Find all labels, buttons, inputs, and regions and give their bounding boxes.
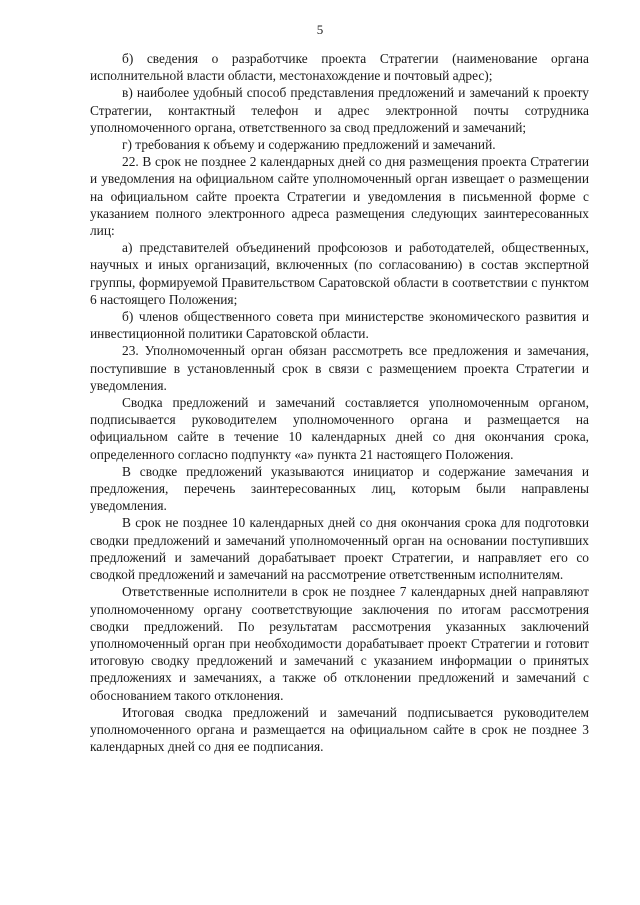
paragraph-summary-contents: В сводке предложений указываются инициатор и содержание замечания и предложения, перечень заинтересованных лиц, которым были направлены уведомления. [90, 463, 589, 514]
paragraph-clause-22-b: б) членов общественного совета при министерстве экономического развития и инвестиционной политики Саратовской области. [90, 309, 589, 342]
paragraph-executors-conclusions: Ответственные исполнители в срок не позднее 7 календарных дней направляют уполномоченному органу соответствующие заключения по итогам рассмотрения сводки предложений. По результатам рассмотрения указанных заключений уполномоченный орган при необходимости дорабатывает проект Стратегии и готовит итоговую сводку предложений и замечаний с указанием информации о принятых предложениях и замечаниях, а также об отклонении предложений и замечаний с обоснованием такого отклонения. [90, 584, 589, 703]
paragraph-clause-22: 22. В срок не позднее 2 календарных дней со дня размещения проекта Стратегии и уведомления на официальном сайте уполномоченный орган извещает о размещении на официальном сайте проекта Стратегии и уведомления в письменной форме с указанием полного электронного адреса размещения следующих заинтересованных лиц: [90, 154, 589, 239]
page-number: 5 [316, 22, 324, 37]
paragraph-summary-compilation: Сводка предложений и замечаний составляется уполномоченным органом, подписывается руководителем уполномоченного органа и размещается на официальном сайте в течение 10 календарных дней со дня окончания срока, определенного согласно подпункту «а» пункта 21 настоящего Положения. [90, 395, 589, 462]
document-body [90, 50, 589, 755]
paragraph-clause-23: 23. Уполномоченный орган обязан рассмотреть все предложения и замечания, поступившие в установленный срок в связи с размещением проекта Стратегии и уведомления. [90, 343, 589, 393]
paragraph-final-summary: Итоговая сводка предложений и замечаний подписывается руководителем уполномоченного органа и размещается на официальном сайте в срок не позднее 3 календарных дней со дня ее подписания. [90, 704, 589, 755]
paragraph-item-v: в) наиболее удобный способ представления предложений и замечаний к проекту Стратегии, контактный телефон и адрес электронной почты сотрудника уполномоченного органа, ответственного за свод предложений и замечаний; [90, 85, 589, 135]
paragraph-item-b: б) сведения о разработчике проекта Стратегии (наименование органа исполнительной власти области, местонахождение и почтовый адрес); [90, 51, 589, 84]
paragraph-clause-22-a: а) представителей объединений профсоюзов и работодателей, общественных, научных и иных организаций, включенных (по согласованию) в состав экспертной группы, формируемой Правительством Саратовской области в соответствии с пунктом 6 настоящего Положения; [90, 240, 589, 307]
paragraph-revision-deadline: В срок не позднее 10 календарных дней со дня окончания срока для подготовки сводки предложений и замечаний уполномоченный орган на основании поступивших предложений и замечаний дорабатывает проект Стратегии, и направляет его со сводкой предложений и замечаний на рассмотрение ответственным исполнителям. [90, 515, 589, 583]
paragraph-item-g: г) требования к объему и содержанию предложений и замечаний. [122, 137, 496, 153]
